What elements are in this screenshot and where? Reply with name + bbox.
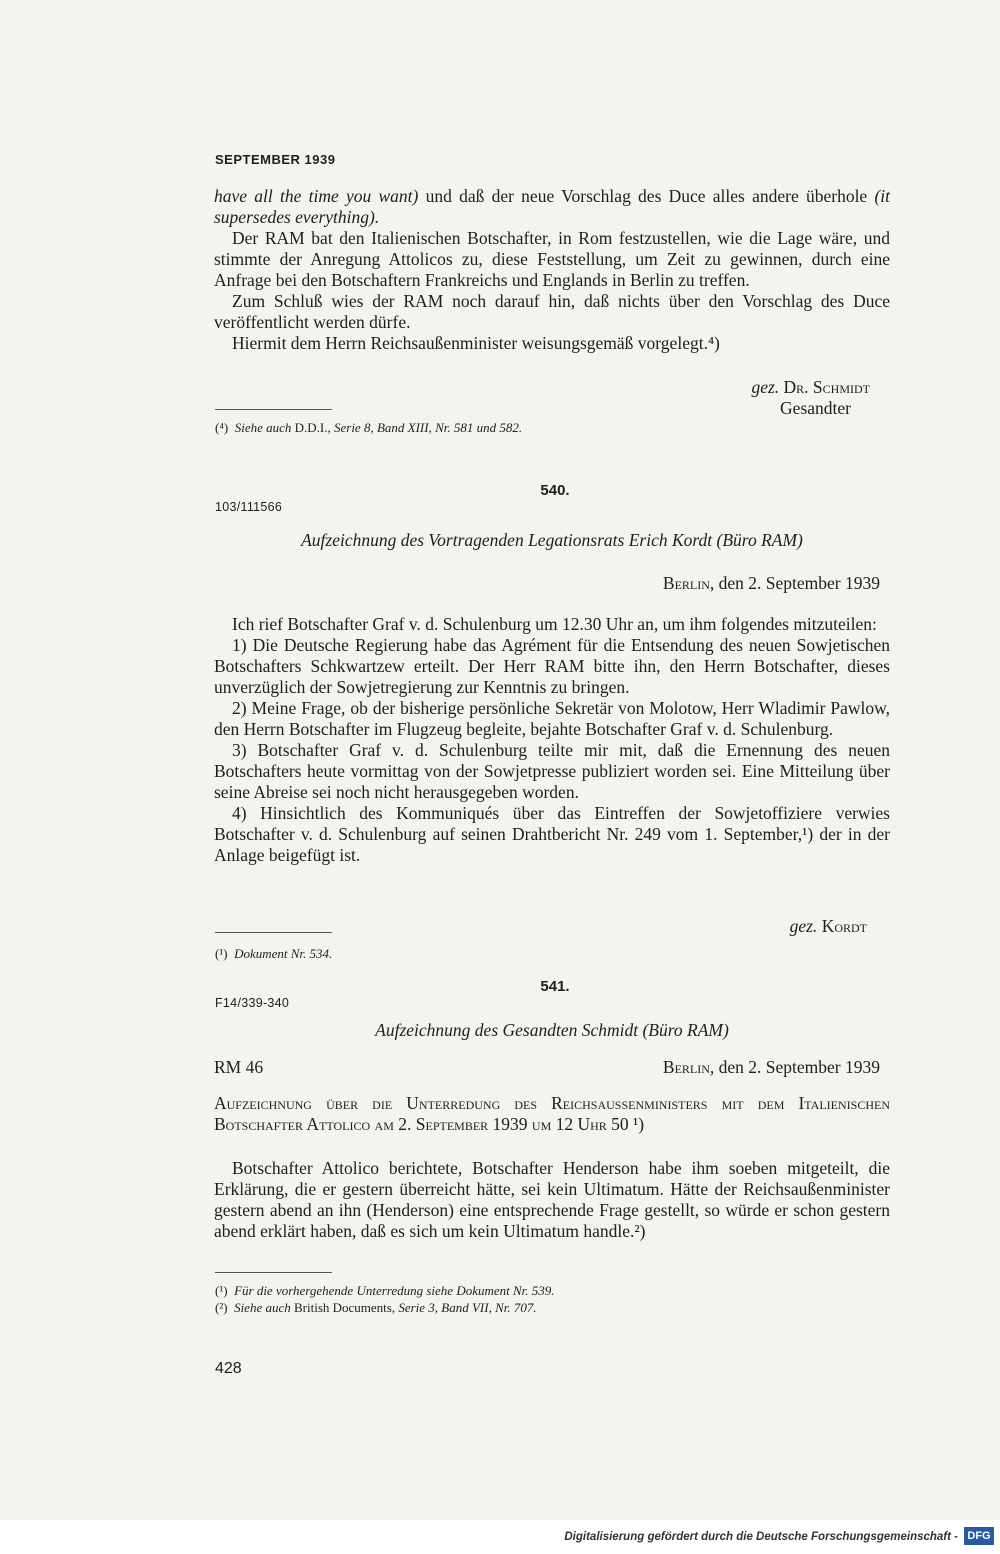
file-number-541: F14/339-340 [215, 996, 290, 1010]
footnote-marker: (⁴) [215, 420, 229, 435]
prev-text-1: und daß der neue Vorschlag des Duce alles andere überhole [418, 186, 875, 206]
footnote-text: Für die vorhergehende Unterredung siehe Dokument Nr. 539. [234, 1283, 555, 1298]
dateline-date: den 2. September 1939 [714, 1057, 880, 1077]
footnote-541-1 [215, 1282, 555, 1299]
prev-signature [214, 377, 870, 398]
document-body-540 [214, 614, 890, 866]
prev-paragraph-2: Der RAM bat den Italienischen Botschafter, in Rom festzustellen, wie die Lage wäre, und stimmte der Anregung Attolicos zu, diese Feststellung, um Zeit zu gewinnen, durch eine Anfrage bei den Botschaftern Frankreichs und Englands in Berlin zu treffen. [214, 228, 890, 290]
footnote-italic: Siehe auch [234, 1300, 291, 1315]
paragraph: 1) Die Deutsche Regierung habe das Agrément für die Entsendung des neuen Sowjetischen Botschafters Schkwartzew erteilt. Der Herr RAM bitte ihn, den Herrn Botschafter, dieses unverzüglich der Sowjetregierung zur Kenntnis zu bringen. [214, 635, 890, 697]
prev-paragraph-1 [214, 186, 890, 354]
footnote-italic: Serie 8, Band XIII, Nr. 581 und 582. [333, 420, 523, 435]
signature-gez: gez. [789, 916, 818, 936]
file-number-540: 103/111566 [215, 500, 283, 514]
dateline-date: den 2. September 1939 [714, 573, 880, 593]
section-heading-541: Aufzeichnung über die Unterredung des Reichsaussenministers mit dem Italienischen Botschafter Attolico am 2. September 1939 um 12 Uhr 50 ¹) [214, 1093, 890, 1134]
digitization-notice: Digitalisierung gefördert durch die Deutsche Forschungsgemeinschaft - [564, 1531, 958, 1543]
prev-signature-title: Gesandter [780, 398, 851, 418]
prev-italic-phrase-2: (it supersedes everything). [214, 186, 890, 227]
dfg-logo-icon: DFG [964, 1527, 994, 1545]
footnote-text: Dokument Nr. 534. [234, 946, 333, 961]
footnote-rule [215, 409, 332, 410]
footnote-541-2 [215, 1299, 537, 1316]
document-title-540: Aufzeichnung des Vortragenden Legationsrats Erich Kordt (Büro RAM) [301, 530, 803, 550]
footnote-italic: Siehe auch [234, 420, 292, 435]
document-number-540: 540. [540, 482, 570, 499]
dateline-541 [214, 1057, 880, 1078]
dateline-540 [214, 573, 880, 594]
running-head: SEPTEMBER 1939 [215, 152, 336, 167]
prev-paragraph-4: Hiermit dem Herrn Reichsaußenminister weisungsgemäß vorgelegt.⁴) [232, 333, 720, 353]
paragraph: 4) Hinsichtlich des Kommuniqués über das Eintreffen der Sowjetoffiziere verwies Botschafter v. d. Schulenburg auf seinen Drahtbericht Nr. 249 vom 1. September,¹) der in der Anlage beigefügt ist. [214, 803, 890, 865]
signature-name: Kordt [821, 916, 867, 936]
document-number-541: 541. [540, 978, 570, 995]
signature-540 [214, 916, 867, 937]
document-body-541 [214, 1158, 890, 1242]
footnote-rule [215, 932, 332, 933]
prev-italic-phrase-1: have all the time you want) [214, 186, 419, 206]
prev-signature-gez: gez. [751, 377, 780, 397]
prev-paragraph-3: Zum Schluß wies der RAM noch darauf hin, daß nichts über den Vorschlag des Duce veröffentlicht werden dürfe. [214, 291, 890, 332]
footnote-marker: (¹) [215, 946, 228, 961]
dateline-place: Berlin, [662, 1057, 715, 1077]
document-title-541: Aufzeichnung des Gesandten Schmidt (Büro RAM) [375, 1020, 729, 1040]
paragraph: 2) Meine Frage, ob der bisherige persönliche Sekretär von Molotow, Herr Wladimir Pawlow, den Herrn Botschafter im Flugzeug begleite, bejahte Botschafter Graf v. d. Schulenburg. [214, 698, 890, 739]
paragraph: Botschafter Attolico berichtete, Botschafter Henderson habe ihm soeben mitgeteilt, die Erklärung, die er gestern überreicht hätte, sei kein Ultimatum. Hätte der Reichsaußenminister gestern abend an ihn (Henderson) eine entsprechende Frage gestellt, so würde er schon gestern abend erklärt haben, daß es sich um kein Ultimatum handle.²) [214, 1158, 890, 1241]
footnote-text: British Documents, [290, 1300, 399, 1315]
footnote-italic: Serie 3, Band VII, Nr. 707. [398, 1300, 537, 1315]
dateline-place: Berlin, [662, 573, 715, 593]
footnote-marker: (¹) [215, 1283, 228, 1298]
footnote-marker: (²) [215, 1300, 228, 1315]
prev-footnote-4 [215, 419, 522, 436]
paragraph: Ich rief Botschafter Graf v. d. Schulenburg um 12.30 Uhr an, um ihm folgendes mitzuteilen: [232, 614, 877, 634]
footnote-text: D.D.I., [291, 420, 334, 435]
rm-number: RM 46 [214, 1057, 264, 1077]
paragraph: 3) Botschafter Graf v. d. Schulenburg teilte mir mit, daß die Ernennung des neuen Botschafters heute vormittag von der Sowjetpresse publiziert worden sei. Eine Mitteilung über seine Abreise sei noch nicht herausgegeben worden. [214, 740, 890, 802]
page-number: 428 [215, 1360, 242, 1377]
prev-signature-name: Dr. Schmidt [783, 377, 870, 397]
footnote-540-1 [215, 945, 332, 962]
footnote-rule [215, 1272, 332, 1273]
